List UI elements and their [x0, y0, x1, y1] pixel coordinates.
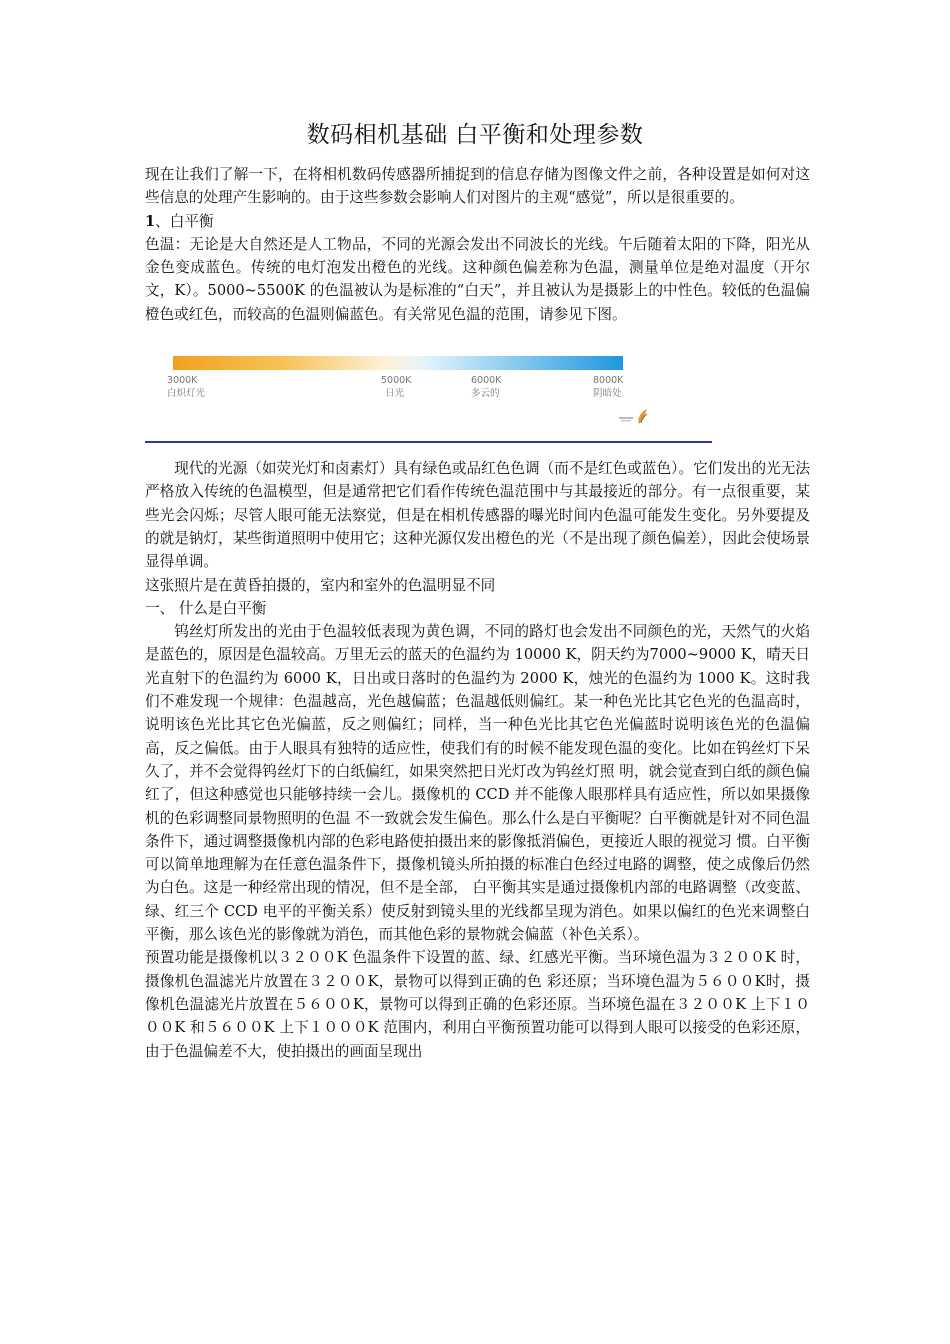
tick-label: 阴暗处	[593, 388, 622, 400]
tick-value: 5000K	[381, 375, 412, 387]
photo-note: 这张照片是在黄昏拍摄的，室内和室外的色温明显不同	[145, 576, 496, 594]
tungsten-paragraph: 钨丝灯所发出的光由于色温较低表现为黄色调，不同的路灯也会发出不同颜色的光，天然气的火焰是蓝色的，原因是色温较高。万里无云的蓝天的色温约为 10000 K，阴天约为7000~9000 K，晴天日光直射下的色温约为 6000 K，日出或日落时的色温约为 2000 K，烛光的色温约为 1000 K。这时我们不难发现一个规律：色温越高，光色越偏蓝；色温越低则偏红。某一种色光比其它色光的色温高时，说明该色光比其它色光偏蓝，反之则偏红；同样，当一种色光比其它色光偏蓝时说明该色光的色温偏高，反之偏低。由于人眼具有独特的适应性，使我们有的时候不能发现色温的变化。比如在钨丝灯下呆久了，并不会觉得钨丝灯下的白纸偏红，如果突然把日光灯改为钨丝灯照 明，就会觉查到白纸的颜色偏红了，但这种感觉也只能够持续一会儿。摄像机的 CCD 并不能像人眼那样具有适应性，所以如果摄像机的色彩调整同景物照明的色温 不一致就会发生偏色。那么什么是白平衡呢？白平衡就是针对不同色温条件下，通过调整摄像机内部的色彩电路使拍摄出来的影像抵消偏色，更接近人眼的视觉习 惯。白平衡可以简单地理解为在任意色温条件下，摄像机镜头所拍摄的标准白色经过电路的调整，使之成像后仍然为白色。这是一种经常出现的情况，但不是全部， 白平衡其实是通过摄像机内部的电路调整（改变蓝、绿、红三个 CCD 电平的平衡关系）使反射到镜头里的光线都呈现为消色。如果以偏红的色光来调整白平衡，那么该色光的影像就为消色，而其他色彩的景物就会偏蓝（补色关系）。	[145, 623, 810, 944]
tick-3000k	[167, 374, 205, 400]
feather-logo-icon	[617, 408, 649, 426]
figure-divider-rule	[145, 441, 712, 443]
tick-label: 白炽灯光	[167, 388, 206, 400]
tick-label: 多云的	[471, 388, 500, 400]
tick-value: 8000K	[593, 375, 624, 387]
section-heading-white-balance	[145, 210, 810, 233]
tick-6000k	[471, 374, 501, 400]
intro-paragraph: 现在让我们了解一下，在将相机数码传感器所捕捉到的信息存储为图像文件之前，各种设置是如何对这些信息的处理产生影响的。由于这些参数会影响人们对图片的主观“感觉”，所以是很重要的。	[145, 166, 810, 207]
modern-light-paragraph: 现代的光源（如荧光灯和卤素灯）具有绿色或品红色色调（而不是红色或蓝色）。它们发出的光无法严格放入传统的色温模型，但是通常把它们看作传统色温范围中与其最接近的部分。有一点很重要，某些光会闪烁；尽管人眼可能无法察觉，但是在相机传感器的曝光时间内色温可能发生变化。另外要提及的就是钠灯，某些街道照明中使用它；这种光源仅发出橙色的光（不是出现了颜色偏差），因此会使场景显得单调。	[145, 460, 810, 571]
tick-value: 6000K	[471, 375, 502, 387]
preset-paragraph: 预置功能是摄像机以３２００K 色温条件下设置的蓝、绿、红感光平衡。当环境色温为３２００K 时，摄像机色温滤光片放置在３２００K，景物可以得到正确的色 彩还原；当环境色温为５６００K时，摄像机色温滤光片放置在５６００K，景物可以得到正确的色彩还原。当环境色温在３２００K 上下１０００K 和５６００K 上下１０００K 范围内，利用白平衡预置功能可以得到人眼可以接受的色彩还原，由于色温偏差不大，使拍摄出的画面呈现出	[145, 949, 810, 1060]
page-title: 数码相机基础 白平衡和处理参数	[306, 122, 644, 148]
document-body	[145, 163, 810, 1063]
color-temperature-gradient-bar	[173, 356, 623, 370]
color-temperature-paragraph: 色温：无论是大自然还是人工物品，不同的光源会发出不同波长的光线。午后随着太阳的下降，阳光从金色变成蓝色。传统的电灯泡发出橙色的光线。这种颜色偏差称为色温，测量单位是绝对温度（开尔文，K）。5000~5500K 的色温被认为是标准的“白天”，并且被认为是摄影上的中性色。较低的色温偏橙色或红色，而较高的色温则偏蓝色。有关常见色温的范围，请参见下图。	[145, 235, 810, 323]
tick-8000k	[593, 374, 623, 400]
section-heading-what-is-white-balance: 一、 什么是白平衡	[145, 599, 267, 617]
tick-5000k	[381, 374, 411, 400]
section-heading-text: 1、白平衡	[145, 212, 214, 230]
tick-label: 日光	[385, 388, 405, 400]
tick-value: 3000K	[167, 375, 198, 387]
color-temperature-figure	[145, 330, 715, 445]
